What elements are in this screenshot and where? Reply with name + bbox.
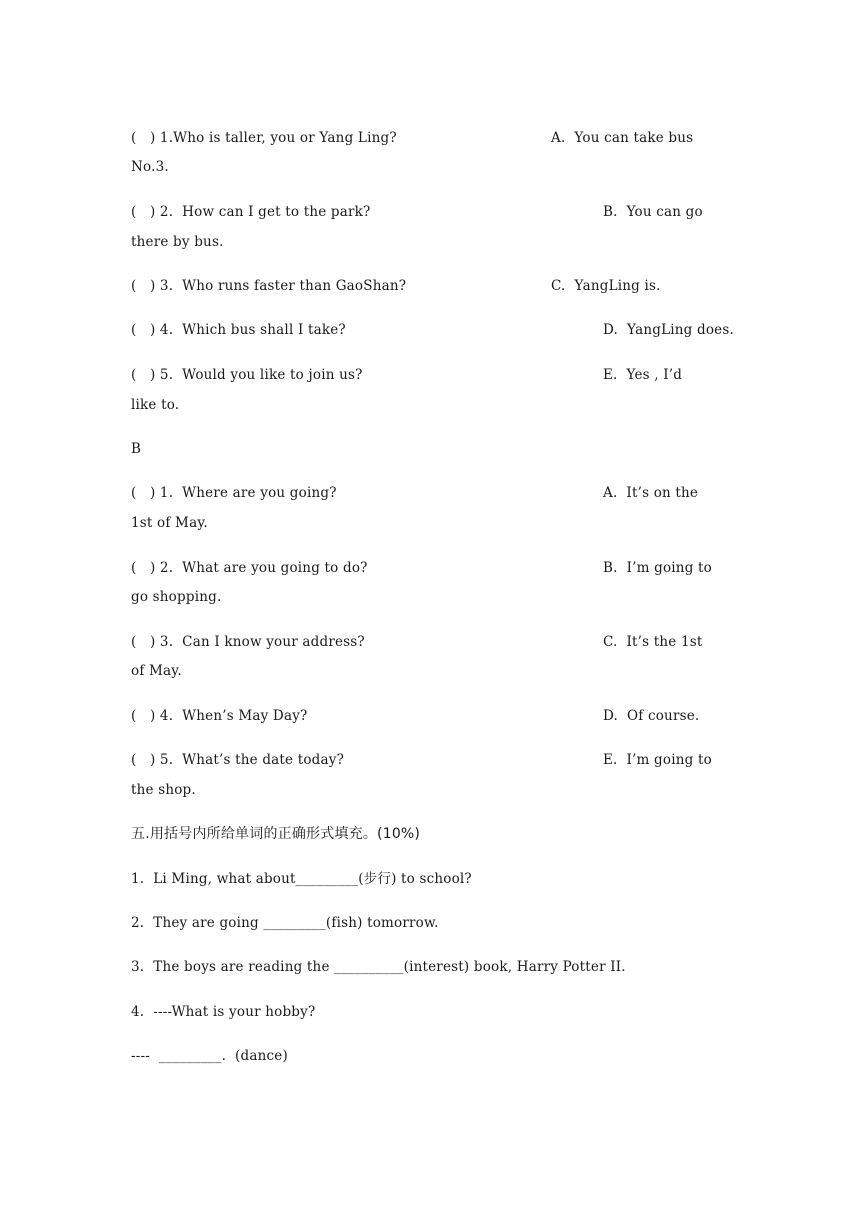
- question-a3: ( ) 3. Who runs faster than GaoShan?: [131, 278, 407, 294]
- answer-b5-continued: the shop.: [131, 782, 196, 798]
- question-a1: ( ) 1.Who is taller, you or Yang Ling?: [131, 130, 397, 146]
- answer-a2: B. You can go: [603, 204, 703, 220]
- answer-b2-continued: go shopping.: [131, 589, 222, 605]
- section-b-label: B: [131, 441, 142, 457]
- section-five-heading: 五.用括号内所给单词的正确形式填充。(10%): [131, 826, 421, 842]
- answer-a3: C. YangLing is.: [551, 278, 661, 294]
- fill-item-4: 4. ----What is your hobby?: [131, 1004, 316, 1020]
- question-a4: ( ) 4. Which bus shall I take?: [131, 322, 346, 338]
- question-a2: ( ) 2. How can I get to the park?: [131, 204, 371, 220]
- answer-b4: D. Of course.: [603, 708, 700, 724]
- question-b3: ( ) 3. Can I know your address?: [131, 634, 365, 650]
- fill-item-2: 2. They are going _________(fish) tomorrow.: [131, 915, 439, 931]
- question-b4: ( ) 4. When’s May Day?: [131, 708, 308, 724]
- answer-b3-continued: of May.: [131, 663, 182, 679]
- answer-b2: B. I’m going to: [603, 560, 712, 576]
- answer-b5: E. I’m going to: [603, 752, 712, 768]
- question-b1: ( ) 1. Where are you going?: [131, 485, 337, 501]
- fill-item-3: 3. The boys are reading the __________(interest) book, Harry Potter II.: [131, 959, 626, 975]
- question-b2: ( ) 2. What are you going to do?: [131, 560, 368, 576]
- question-a5: ( ) 5. Would you like to join us?: [131, 367, 363, 383]
- answer-a4: D. YangLing does.: [603, 322, 734, 338]
- answer-b1-continued: 1st of May.: [131, 515, 208, 531]
- answer-a5-continued: like to.: [131, 397, 180, 413]
- answer-a1-continued: No.3.: [131, 159, 169, 175]
- fill-item-4-answer-line: ---- _________. (dance): [131, 1048, 288, 1064]
- answer-a5: E. Yes , I’d: [603, 367, 683, 383]
- answer-a1: A. You can take bus: [551, 130, 694, 146]
- answer-b3: C. It’s the 1st: [603, 634, 703, 650]
- question-b5: ( ) 5. What’s the date today?: [131, 752, 345, 768]
- answer-a2-continued: there by bus.: [131, 234, 224, 250]
- answer-b1: A. It’s on the: [603, 485, 699, 501]
- fill-item-1: 1. Li Ming, what about_________(步行) to school?: [131, 871, 472, 887]
